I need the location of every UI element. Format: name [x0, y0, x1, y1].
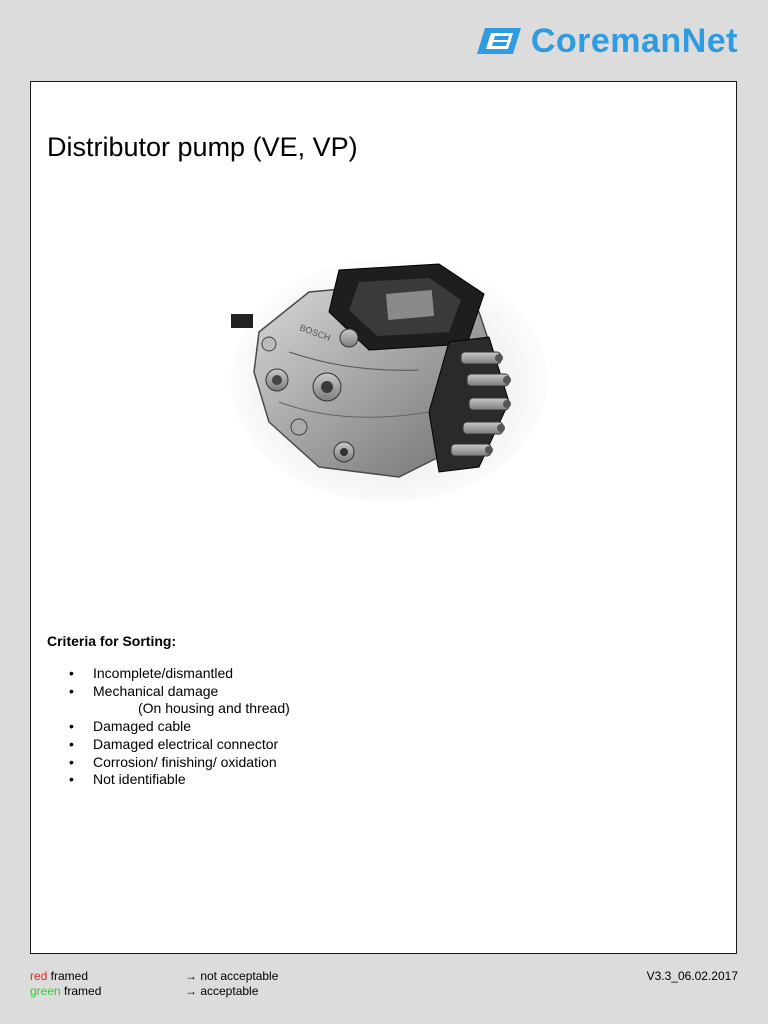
legend-meanings [185, 969, 278, 999]
svg-text:BOSCH: BOSCH [298, 322, 332, 343]
bullet-icon: • [69, 771, 74, 788]
green-meaning: → acceptable [185, 984, 259, 998]
criteria-heading: Criteria for Sorting: [47, 633, 177, 649]
criteria-text: Damaged cable [93, 718, 192, 735]
list-item [47, 718, 290, 736]
legend-green [30, 984, 101, 999]
red-word: red [30, 969, 48, 983]
legend-labels [30, 969, 101, 999]
page-title: Distributor pump (VE, VP) [47, 132, 358, 162]
coremannet-logo [475, 24, 738, 58]
bullet-icon: • [69, 735, 74, 752]
document-page [30, 81, 737, 954]
list-item [47, 665, 290, 683]
criteria-list [47, 665, 290, 789]
criteria-text: Damaged electrical connector [93, 735, 279, 752]
coremannet-logo-icon [475, 26, 523, 56]
list-item-sub [47, 700, 290, 718]
legend-red [30, 969, 101, 984]
distributor-pump-image [229, 252, 549, 502]
criteria-text: Not identifiable [93, 771, 186, 788]
bullet-icon: • [69, 665, 74, 681]
brand-name: CoremanNet [530, 22, 738, 60]
version-label: V3.3_06.02.2017 [646, 969, 738, 983]
criteria-text: Mechanical damage [93, 682, 219, 699]
list-item [47, 736, 290, 754]
criteria-subtext: (On housing and thread) [138, 700, 290, 717]
red-label: framed [47, 969, 89, 983]
red-meaning: → not acceptable [185, 969, 279, 983]
bullet-icon: • [69, 753, 74, 770]
list-item [47, 771, 290, 789]
list-item [47, 683, 290, 701]
bullet-icon: • [69, 682, 74, 699]
bullet-icon: • [69, 718, 74, 735]
criteria-text: Incomplete/dismantled [93, 665, 234, 681]
green-word: green [30, 984, 61, 998]
list-item [47, 754, 290, 772]
green-label: framed [60, 984, 102, 998]
criteria-text: Corrosion/ finishing/ oxidation [93, 753, 277, 770]
